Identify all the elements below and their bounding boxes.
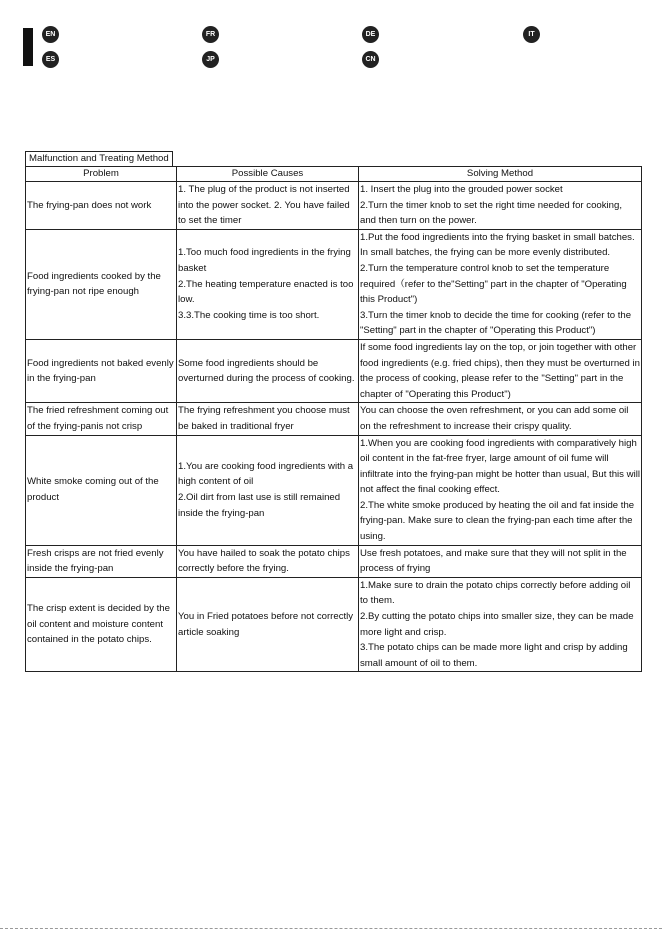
cause-cell: The frying refreshment you choose must be baked in traditional fryer (177, 403, 359, 435)
language-indicator-bar (23, 28, 33, 66)
table-row (26, 577, 642, 672)
language-badge-es[interactable]: ES (42, 51, 59, 68)
solving-cell: Use fresh potatoes, and make sure that they will not split in the process of frying (359, 545, 642, 577)
language-badge-en[interactable]: EN (42, 26, 59, 43)
table-row (26, 339, 642, 402)
table-row (26, 182, 642, 230)
language-badge-jp[interactable]: JP (202, 51, 219, 68)
language-badge-de[interactable]: DE (362, 26, 379, 43)
table-row (26, 435, 642, 545)
header-solving-method: Solving Method (359, 167, 642, 182)
problem-cell: Fresh crisps are not fried evenly inside the frying-pan (26, 545, 177, 577)
solving-cell: 1. Insert the plug into the grouded power socket 2.Turn the timer knob to set the right time needed for cooking, and then turn on the power. (359, 182, 642, 230)
problem-cell: Food ingredients cooked by the frying-pan not ripe enough (26, 229, 177, 339)
problem-cell: The crisp extent is decided by the oil content and moisture content contained in the potato chips. (26, 577, 177, 672)
solving-cell: 1.Make sure to drain the potato chips correctly before adding oil to them. 2.By cutting the potato chips into smaller size, they can be made more light and crisp. 3.The potato chips can be made more light and crisp by adding small amount of oil to them. (359, 577, 642, 672)
page-bottom-rule (0, 928, 662, 929)
cause-cell: 1.You are cooking food ingredients with a high content of oil 2.Oil dirt from last use is still remained inside the frying-pan (177, 435, 359, 545)
problem-cell: The fried refreshment coming out of the frying-panis not crisp (26, 403, 177, 435)
problem-cell: Food ingredients not baked evenly in the frying-pan (26, 339, 177, 402)
solving-cell: You can choose the oven refreshment, or you can add some oil on the refreshment to increase their crispy quality. (359, 403, 642, 435)
cause-cell: You in Fried potatoes before not correctly article soaking (177, 577, 359, 672)
table-header-row (26, 167, 642, 182)
problem-cell: The frying-pan does not work (26, 182, 177, 230)
header-possible-causes: Possible Causes (177, 167, 359, 182)
cause-cell: You have hailed to soak the potato chips correctly before the frying. (177, 545, 359, 577)
troubleshooting-section (25, 148, 641, 672)
solving-cell: 1.Put the food ingredients into the frying basket in small batches. In small batches, the frying can be more evenly distributed. 2.Turn the temperature control knob to set the temperature required（refer to the"Setting" part in the chapter of "Operating this Product") 3.Turn the timer knob to decide the time for cooking (refer to the "Setting" part in the chapter of "Operating this Product") (359, 229, 642, 339)
header-problem: Problem (26, 167, 177, 182)
problem-cell: White smoke coming out of the product (26, 435, 177, 545)
table-title: Malfunction and Treating Method (25, 151, 173, 166)
table-row (26, 229, 642, 339)
language-badge-it[interactable]: IT (523, 26, 540, 43)
cause-cell: 1. The plug of the product is not inserted into the power socket. 2. You have failed to set the timer (177, 182, 359, 230)
troubleshooting-table (25, 166, 642, 672)
solving-cell: If some food ingredients lay on the top, or join together with other food ingredients (e.g. fried chips), then they must be overturned in the process of cooking, please refer to the "Setting" part in the chapter of "Operating this Product") (359, 339, 642, 402)
cause-cell: 1.Too much food ingredients in the frying basket 2.The heating temperature enacted is too low. 3.3.The cooking time is too short. (177, 229, 359, 339)
table-row (26, 403, 642, 435)
solving-cell: 1.When you are cooking food ingredients with comparatively high oil content in the fat-free fryer, large amount of oil fume will infiltrate into the frying-pan might be hotter than usual, But this will not affect the final cooking effect. 2.The white smoke produced by heating the oil and fat inside the frying-pan. Make sure to clean the frying-pan each time after the using. (359, 435, 642, 545)
table-row (26, 545, 642, 577)
cause-cell: Some food ingredients should be overturned during the process of cooking. (177, 339, 359, 402)
language-badge-fr[interactable]: FR (202, 26, 219, 43)
language-badge-cn[interactable]: CN (362, 51, 379, 68)
